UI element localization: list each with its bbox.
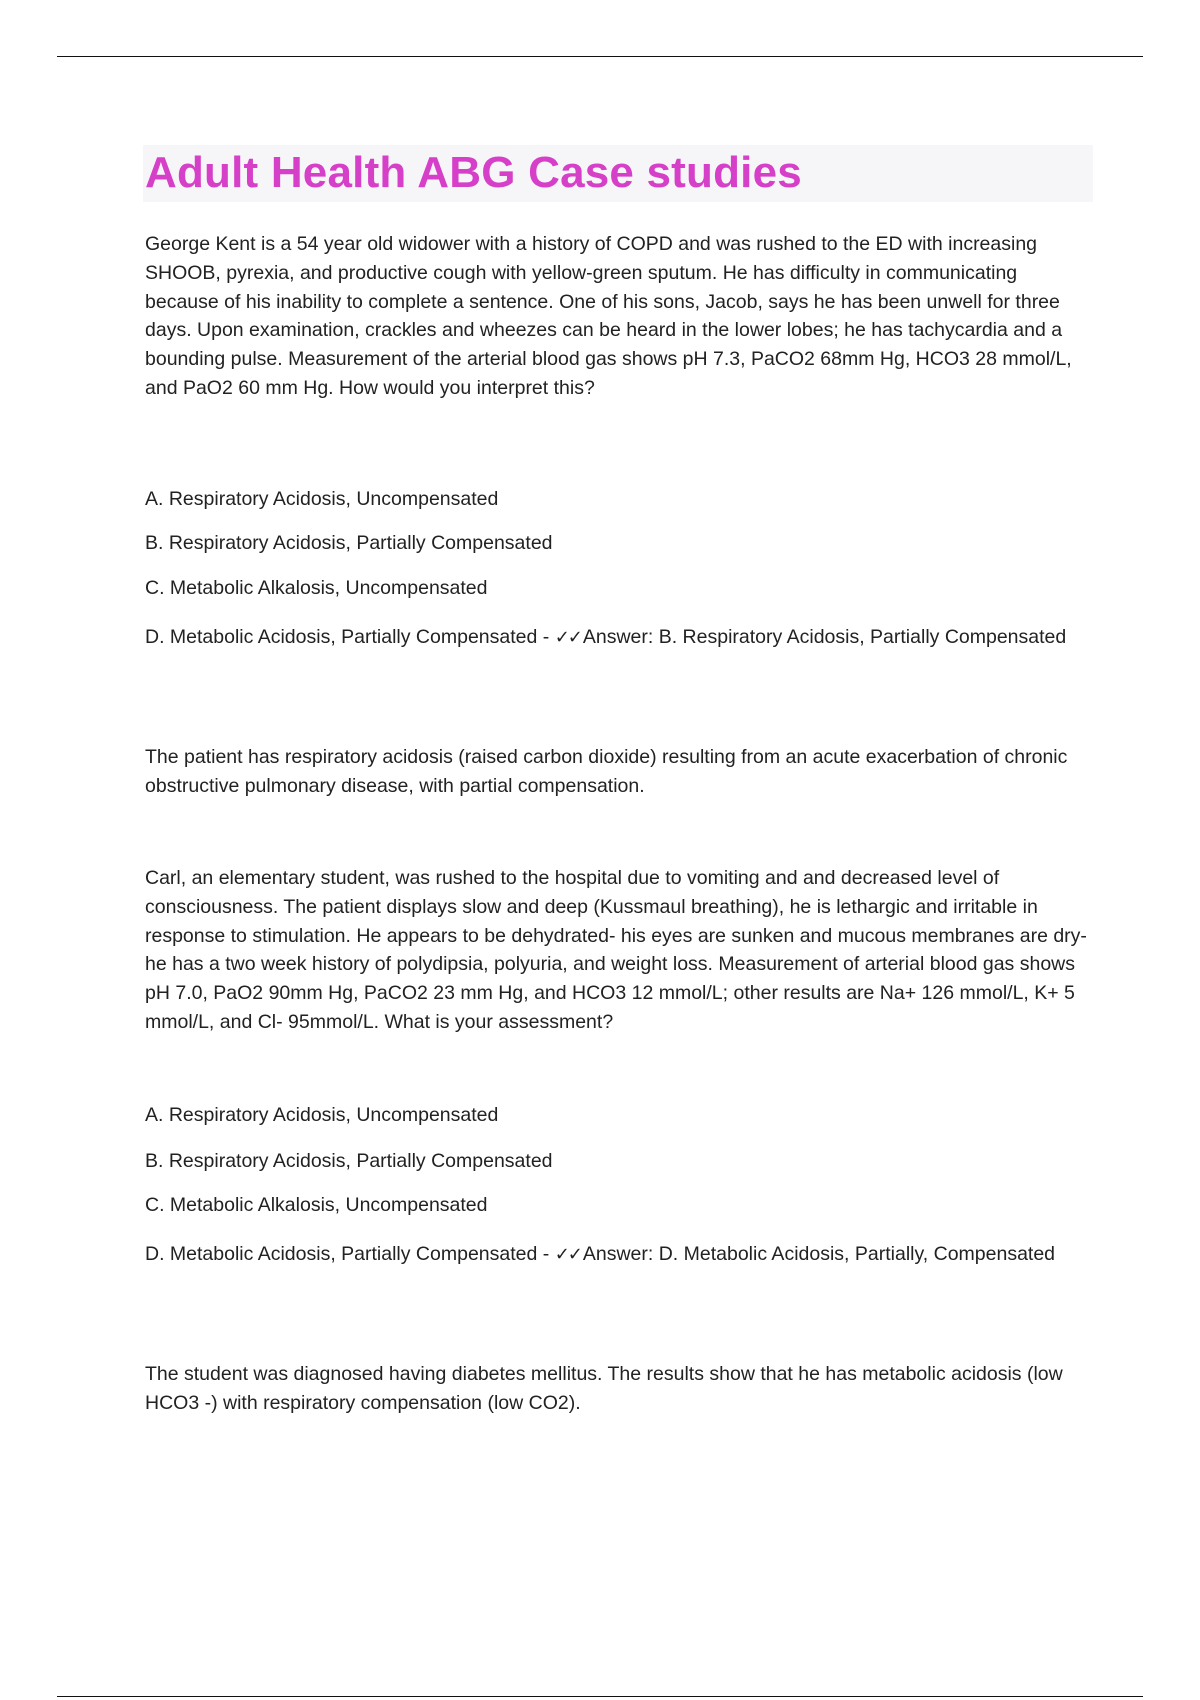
case-1-option-d-with-answer (145, 622, 1090, 653)
case-2-option-b: B. Respiratory Acidosis, Partially Compensated (145, 1150, 553, 1172)
case-1-option-a: A. Respiratory Acidosis, Uncompensated (145, 488, 499, 510)
case-1-option-c: C. Metabolic Alkalosis, Uncompensated (145, 577, 488, 599)
case-2-answer: Answer: D. Metabolic Acidosis, Partially, Compensated (582, 1243, 1056, 1265)
case-2-option-c: C. Metabolic Alkalosis, Uncompensated (145, 1194, 488, 1216)
case-2-option-d: D. Metabolic Acidosis, Partially Compensated - (145, 1243, 550, 1265)
case-1-option-b: B. Respiratory Acidosis, Partially Compensated (145, 532, 553, 554)
check-icon: ✓✓ (554, 627, 581, 648)
page-top-rule (57, 56, 1143, 57)
case-2-option-d-with-answer (145, 1239, 1090, 1270)
case-2-scenario: Carl, an elementary student, was rushed to the hospital due to vomiting and and decreased level of consciousness. The patient displays slow and deep (Kussmaul breathing), he is lethargic and irritable in response to stimulation. He appears to be dehydrated- his eyes are sunken and mucous membranes are dry- he has a two week history of polydipsia, polyuria, and weight loss. Measurement of arterial blood gas shows pH 7.0, PaO2 90mm Hg, PaCO2 23 mm Hg, and HCO3 12 mmol/L; other results are Na+ 126 mmol/L, K+ 5 mmol/L, and Cl- 95mmol/L. What is your assessment? (145, 867, 1087, 1033)
case-2-option-a: A. Respiratory Acidosis, Uncompensated (145, 1104, 499, 1126)
case-1-scenario: George Kent is a 54 year old widower with a history of COPD and was rushed to the ED with increasing SHOOB, pyrexia, and productive cough with yellow-green sputum. He has difficulty in communicating because of his inability to complete a sentence. One of his sons, Jacob, says he has been unwell for three days. Upon examination, crackles and wheezes can be heard in the lower lobes; he has tachycardia and a bounding pulse. Measurement of the arterial blood gas shows pH 7.3, PaCO2 68mm Hg, HCO3 28 mmol/L, and PaO2 60 mm Hg. How would you interpret this? (145, 233, 1072, 399)
case-1-option-d: D. Metabolic Acidosis, Partially Compensated - (145, 626, 550, 648)
case-2-rationale: The student was diagnosed having diabetes mellitus. The results show that he has metabolic acidosis (low HCO3 -) with respiratory compensation (low CO2). (145, 1363, 1063, 1414)
check-icon: ✓✓ (554, 1244, 581, 1265)
page-bottom-rule (57, 1696, 1143, 1697)
case-1-answer: Answer: B. Respiratory Acidosis, Partially Compensated (582, 626, 1067, 648)
document-title: Adult Health ABG Case studies (145, 148, 802, 197)
case-1-rationale: The patient has respiratory acidosis (raised carbon dioxide) resulting from an acute exacerbation of chronic obstructive pulmonary disease, with partial compensation. (145, 746, 1068, 797)
